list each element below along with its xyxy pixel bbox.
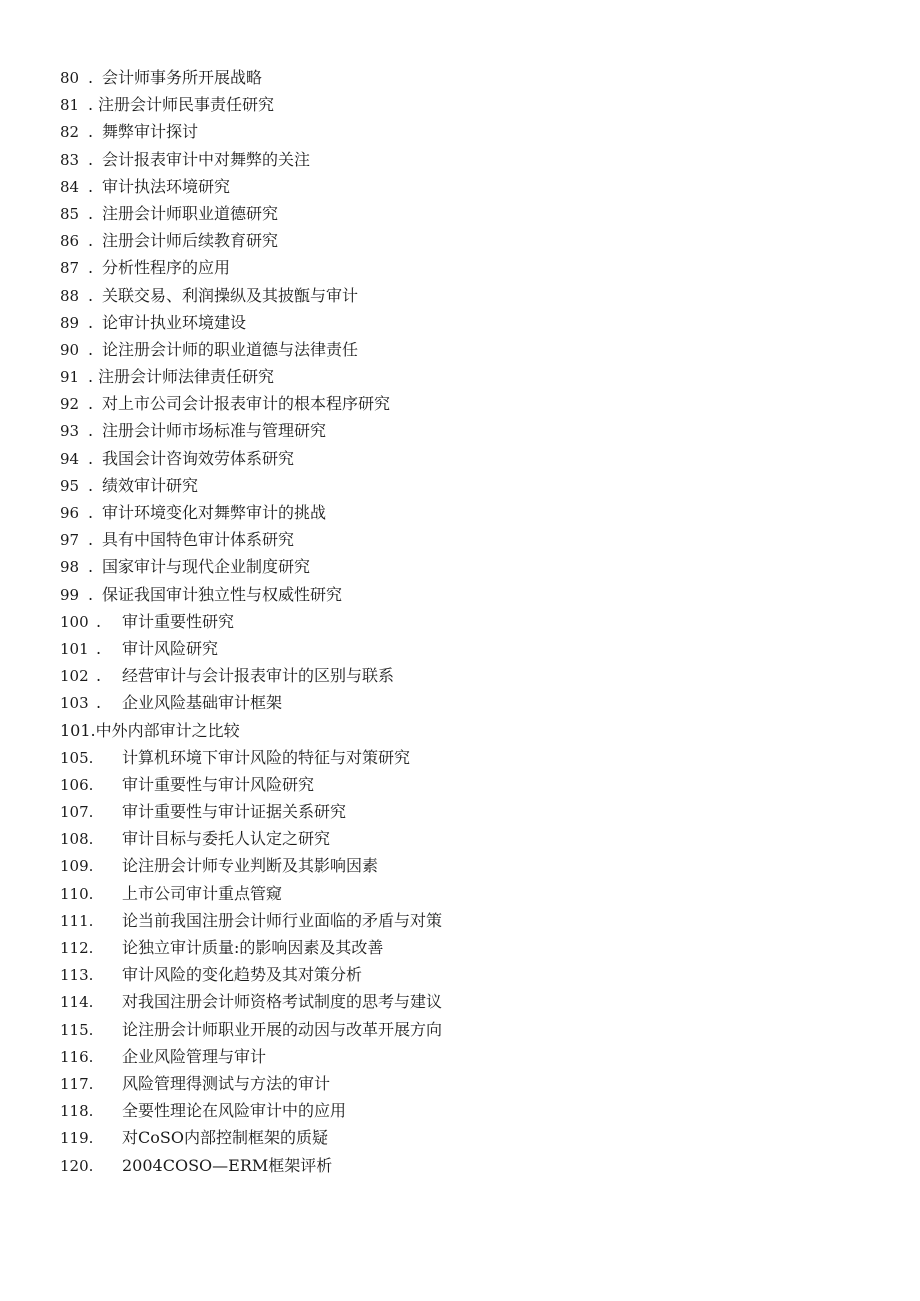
topic-item bbox=[60, 771, 880, 798]
topic-separator: . bbox=[88, 231, 94, 251]
topic-title: 对我国注册会计师资格考试制度的思考与建议 bbox=[122, 992, 443, 1012]
topic-number: 105. bbox=[60, 748, 94, 767]
topic-number: 107. bbox=[60, 803, 94, 822]
topic-item bbox=[60, 961, 880, 988]
topic-number: 103 bbox=[60, 694, 89, 713]
topic-title: 注册会计师市场标准与管理研究 bbox=[102, 421, 327, 441]
topic-separator: . bbox=[88, 421, 94, 441]
topic-title: 会计师事务所开展战略 bbox=[102, 68, 263, 87]
topic-item bbox=[60, 852, 880, 879]
topic-number: 120. bbox=[60, 1156, 94, 1175]
topic-separator: . bbox=[88, 394, 94, 414]
topic-title: 分析性程序的应用 bbox=[102, 258, 231, 278]
topic-number: 96 bbox=[60, 504, 80, 522]
topic-item bbox=[60, 581, 880, 608]
topic-number: 114. bbox=[60, 993, 94, 1012]
topic-title: 保证我国审计独立性与权威性研究 bbox=[102, 584, 343, 604]
topic-number: 87 bbox=[60, 259, 80, 278]
topic-title: 绩效审计研究 bbox=[102, 475, 199, 495]
topic-number: 80 bbox=[60, 69, 80, 87]
topic-number: 92 bbox=[60, 395, 80, 414]
document-page bbox=[60, 64, 880, 1179]
topic-separator: . bbox=[96, 693, 102, 713]
topic-item bbox=[60, 363, 880, 390]
topic-number: 98 bbox=[60, 558, 80, 577]
topic-separator: . bbox=[96, 666, 102, 686]
topic-item bbox=[60, 282, 880, 309]
topic-number: 106. bbox=[60, 775, 94, 794]
topic-number: 91 bbox=[60, 368, 80, 387]
topic-item bbox=[60, 798, 880, 825]
topic-number: 83 bbox=[60, 150, 80, 169]
topic-title: 审计重要性与审计证据关系研究 bbox=[122, 802, 347, 822]
topic-title: 我国会计咨询效劳体系研究 bbox=[102, 448, 295, 468]
topic-separator: . bbox=[88, 285, 94, 305]
topic-title: 审计重要性研究 bbox=[122, 611, 235, 631]
topic-number: 116. bbox=[60, 1047, 94, 1066]
topic-title: 论审计执业环境建设 bbox=[102, 312, 247, 332]
topic-title: 上市公司审计重点管窥 bbox=[122, 883, 283, 903]
topic-number: 111. bbox=[60, 911, 94, 930]
topic-item bbox=[60, 309, 880, 336]
topic-separator: . bbox=[88, 203, 94, 223]
topic-separator: . bbox=[88, 122, 94, 142]
topic-separator: . bbox=[88, 312, 94, 332]
topic-title: 注册会计师职业道德研究 bbox=[102, 203, 279, 223]
topic-title: 审计重要性与审计风险研究 bbox=[122, 774, 315, 794]
topic-item bbox=[60, 173, 880, 200]
topic-item bbox=[60, 526, 880, 553]
topic-item bbox=[60, 472, 880, 499]
topic-separator: . bbox=[88, 68, 94, 87]
topic-number: 101 bbox=[60, 639, 89, 658]
topic-item bbox=[60, 1097, 880, 1124]
topic-title: 论注册会计师职业开展的动因与改革开展方向 bbox=[122, 1019, 443, 1039]
topic-item bbox=[60, 744, 880, 771]
topic-title: 注册会计师民事责任研究 bbox=[98, 95, 275, 115]
topic-separator: . bbox=[88, 367, 94, 387]
topic-number: 112. bbox=[60, 939, 94, 957]
topic-list bbox=[60, 64, 880, 1179]
topic-number: 117. bbox=[60, 1074, 94, 1093]
topic-title: 审计风险研究 bbox=[122, 638, 219, 658]
topic-number: 86 bbox=[60, 232, 80, 251]
topic-item bbox=[60, 1043, 880, 1070]
topic-number: 90 bbox=[60, 340, 80, 359]
topic-number: 81 bbox=[60, 96, 80, 115]
topic-item bbox=[60, 689, 880, 716]
topic-item bbox=[60, 200, 880, 227]
topic-item bbox=[60, 717, 880, 744]
topic-number: 115. bbox=[60, 1020, 94, 1039]
topic-title: 计算机环境下审计风险的特征与对策研究 bbox=[122, 747, 411, 767]
topic-number: 102 bbox=[60, 667, 89, 686]
topic-title: 注册会计师后续教育研究 bbox=[102, 231, 279, 251]
topic-title: 101.中外内部审计之比较 bbox=[60, 720, 240, 740]
topic-item bbox=[60, 662, 880, 689]
topic-item bbox=[60, 880, 880, 907]
topic-item bbox=[60, 336, 880, 363]
topic-title: 2004COSO—ERM框架评析 bbox=[122, 1155, 333, 1175]
topic-separator: . bbox=[88, 530, 94, 550]
topic-separator: . bbox=[88, 475, 94, 495]
topic-separator: . bbox=[96, 638, 102, 658]
topic-title: 对上市公司会计报表审计的根本程序研究 bbox=[102, 394, 391, 414]
topic-title: 国家审计与现代企业制度研究 bbox=[102, 557, 311, 577]
topic-title: 具有中国特色审计体系研究 bbox=[102, 530, 295, 550]
topic-number: 94 bbox=[60, 449, 80, 468]
topic-item bbox=[60, 499, 880, 526]
topic-separator: . bbox=[88, 339, 94, 359]
topic-number: 113. bbox=[60, 966, 94, 985]
topic-title: 舞弊审计探讨 bbox=[102, 122, 199, 142]
topic-title: 注册会计师法律责任研究 bbox=[98, 367, 275, 387]
topic-number: 110. bbox=[60, 884, 94, 903]
topic-item bbox=[60, 934, 880, 961]
topic-item bbox=[60, 988, 880, 1015]
topic-title: 企业风险管理与审计 bbox=[122, 1046, 267, 1066]
topic-title: 论注册会计师专业判断及其影响因素 bbox=[122, 856, 379, 876]
topic-number: 108. bbox=[60, 830, 94, 849]
topic-title: 论当前我国注册会计师行业面临的矛盾与对策 bbox=[122, 910, 443, 930]
topic-item bbox=[60, 64, 880, 91]
topic-separator: . bbox=[88, 503, 94, 522]
topic-title: 会计报表审计中对舞弊的关注 bbox=[102, 149, 311, 169]
topic-item bbox=[60, 907, 880, 934]
topic-item bbox=[60, 635, 880, 662]
topic-item bbox=[60, 254, 880, 281]
topic-separator: . bbox=[88, 448, 94, 468]
topic-number: 109. bbox=[60, 857, 94, 876]
topic-separator: . bbox=[88, 557, 94, 577]
topic-item bbox=[60, 146, 880, 173]
topic-title: 论独立审计质量:的影响因素及其改善 bbox=[122, 938, 384, 957]
topic-item bbox=[60, 390, 880, 417]
topic-number: 89 bbox=[60, 313, 80, 332]
topic-item bbox=[60, 553, 880, 580]
topic-item bbox=[60, 1124, 880, 1151]
topic-item bbox=[60, 1070, 880, 1097]
topic-item bbox=[60, 608, 880, 635]
topic-number: 95 bbox=[60, 476, 80, 495]
topic-number: 84 bbox=[60, 177, 80, 196]
topic-item bbox=[60, 445, 880, 472]
topic-separator: . bbox=[88, 258, 94, 278]
topic-title: 审计环境变化对舞弊审计的挑战 bbox=[102, 503, 327, 522]
topic-number: 118. bbox=[60, 1102, 94, 1121]
topic-title: 对CoSO内部控制框架的质疑 bbox=[122, 1128, 328, 1148]
topic-item bbox=[60, 825, 880, 852]
topic-number: 82 bbox=[60, 123, 80, 142]
topic-title: 审计执法环境研究 bbox=[102, 176, 231, 196]
topic-number: 88 bbox=[60, 286, 80, 305]
topic-separator: . bbox=[88, 584, 94, 604]
topic-number: 119. bbox=[60, 1129, 94, 1148]
topic-item bbox=[60, 417, 880, 444]
topic-title: 审计目标与委托人认定之研究 bbox=[122, 829, 331, 849]
topic-separator: . bbox=[88, 149, 94, 169]
topic-title: 关联交易、利润操纵及其披甑与审计 bbox=[102, 285, 359, 305]
topic-item bbox=[60, 118, 880, 145]
topic-separator: . bbox=[96, 611, 102, 631]
topic-item bbox=[60, 227, 880, 254]
topic-title: 论注册会计师的职业道德与法律责任 bbox=[102, 339, 359, 359]
topic-title: 全要性理论在风险审计中的应用 bbox=[122, 1101, 347, 1121]
topic-number: 85 bbox=[60, 204, 80, 223]
topic-item bbox=[60, 91, 880, 118]
topic-separator: . bbox=[88, 95, 94, 115]
topic-title: 企业风险基础审计框架 bbox=[122, 693, 283, 713]
topic-item bbox=[60, 1016, 880, 1043]
topic-title: 风险管理得测试与方法的审计 bbox=[122, 1073, 331, 1093]
topic-title: 审计风险的变化趋势及其对策分析 bbox=[122, 965, 363, 985]
topic-separator: . bbox=[88, 176, 94, 196]
topic-number: 97 bbox=[60, 531, 80, 550]
topic-number: 93 bbox=[60, 422, 80, 441]
topic-number: 100 bbox=[60, 612, 89, 631]
topic-item bbox=[60, 1152, 880, 1179]
topic-title: 经营审计与会计报表审计的区别与联系 bbox=[122, 666, 395, 686]
topic-number: 99 bbox=[60, 585, 80, 604]
